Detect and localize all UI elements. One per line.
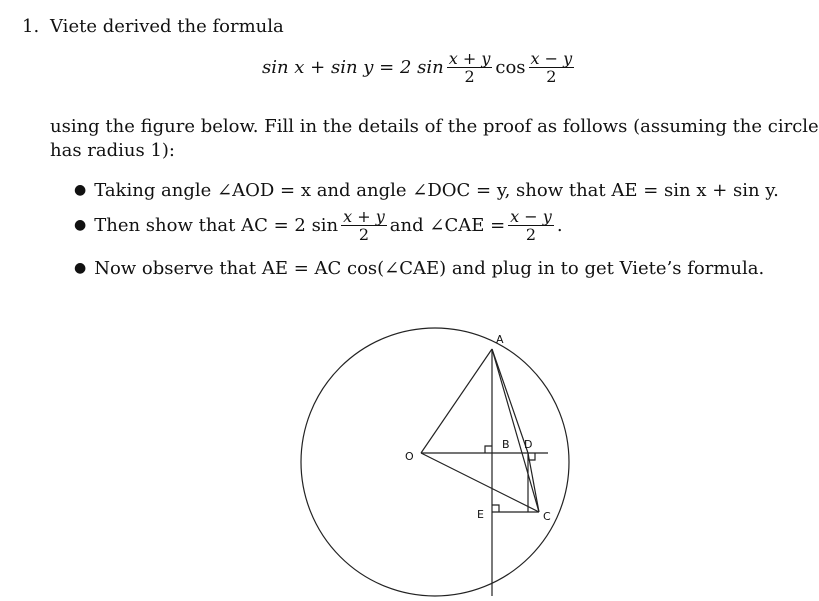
bullet-2-mid: and ∠CAE = (389, 215, 506, 236)
instructions-line-2: has radius 1): (50, 140, 175, 161)
segment-AC (492, 349, 539, 512)
bullet-icon: ● (74, 260, 87, 276)
bullet-2-fraction-diff: $\frac{x - y}{2}$ (510, 207, 552, 244)
formula-fraction-diff: $\frac{x - y}{2}$ (530, 49, 573, 86)
bullet-1-text: Taking angle ∠AOD = x and angle ∠DOC = y, show that AE = sin x + sin y. (94, 180, 779, 201)
problem-intro: Viete derived the formula (50, 16, 284, 37)
problem-number: 1. (22, 16, 40, 37)
right-angle-B (485, 446, 492, 453)
formula-cos: cos (495, 57, 526, 78)
label-B: B (502, 438, 510, 451)
bullet-2-fraction-sum: $\frac{x + y}{2}$ (343, 207, 385, 244)
instructions-line-1: using the figure below. Fill in the details of the proof as follows (assuming the circle (50, 116, 819, 137)
right-angle-E (492, 505, 499, 512)
bullet-2-end: . (556, 215, 563, 236)
label-D: D (524, 438, 533, 451)
bullet-icon: ● (74, 217, 87, 233)
formula-lhs: sin x + sin y = 2 sin (262, 57, 444, 78)
segment-AD (492, 349, 528, 453)
label-O: O (405, 450, 414, 463)
bullet-3-text: Now observe that AE = AC cos(∠CAE) and plug in to get Viete’s formula. (94, 258, 765, 279)
label-A: A (496, 333, 504, 346)
formula-fraction-sum: $\frac{x + y}{2}$ (448, 49, 491, 86)
radius-OA (421, 349, 492, 453)
bullet-icon: ● (74, 182, 87, 198)
unit-circle (301, 328, 569, 596)
bullet-2-pre: Then show that AC = 2 sin (94, 215, 339, 236)
radius-OC (421, 453, 539, 512)
segment-DC (528, 453, 539, 512)
label-E: E (477, 508, 484, 521)
label-C: C (543, 510, 551, 523)
